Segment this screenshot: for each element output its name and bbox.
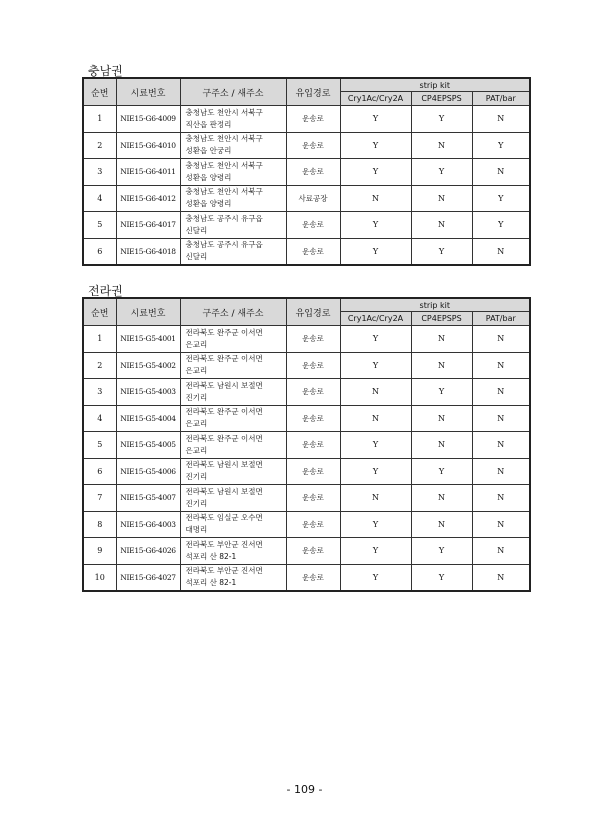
address-line-2: 은교리 xyxy=(185,445,208,455)
address-line-1: 충청남도 천안시 서북구 xyxy=(185,160,263,170)
table-row xyxy=(83,106,530,133)
address-line-2: 은교리 xyxy=(185,339,208,349)
kit-result: N xyxy=(472,238,530,265)
kit-result: Y xyxy=(411,458,472,485)
row-no: 1 xyxy=(83,326,116,353)
kit-result: N xyxy=(340,379,411,406)
address-line-1: 전라북도 남원시 보절면 xyxy=(185,460,263,470)
kit-result: N xyxy=(472,379,530,406)
route-cell: 운송로 xyxy=(286,326,340,353)
sample-id: NIE15-G6-4026 xyxy=(116,538,180,565)
kit-result: N xyxy=(411,352,472,379)
table-row xyxy=(83,405,530,432)
kit-result: N xyxy=(411,212,472,239)
kit-result: N xyxy=(411,485,472,512)
row-no: 9 xyxy=(83,538,116,565)
kit-result: N xyxy=(340,185,411,212)
row-no: 4 xyxy=(83,185,116,212)
sample-id: NIE15-G6-4018 xyxy=(116,238,180,265)
row-no: 5 xyxy=(83,212,116,239)
kit-result: N xyxy=(472,326,530,353)
address-cell xyxy=(180,106,286,133)
kit-result: N xyxy=(472,405,530,432)
address-line-1: 충청남도 천안시 서북구 xyxy=(185,134,263,144)
sample-id: NIE15-G6-4003 xyxy=(116,511,180,538)
route-cell: 운송로 xyxy=(286,132,340,159)
address-line-1: 전라북도 부안군 진서면 xyxy=(185,566,263,576)
kit-result: N xyxy=(411,432,472,459)
table-row xyxy=(83,432,530,459)
address-cell xyxy=(180,485,286,512)
route-cell: 운송로 xyxy=(286,159,340,186)
kit-result: N xyxy=(472,432,530,459)
address-cell xyxy=(180,212,286,239)
sample-id: NIE15-G6-4027 xyxy=(116,564,180,591)
sample-id: NIE15-G5-4001 xyxy=(116,326,180,353)
address-line-1: 전라북도 완주군 이서면 xyxy=(185,433,263,443)
header-row xyxy=(83,298,530,312)
row-no: 10 xyxy=(83,564,116,591)
address-cell xyxy=(180,159,286,186)
table-row xyxy=(83,238,530,265)
kit-result: Y xyxy=(340,538,411,565)
row-no: 6 xyxy=(83,458,116,485)
kit-result: N xyxy=(472,485,530,512)
kit-result: Y xyxy=(340,132,411,159)
kit-result: N xyxy=(411,326,472,353)
sample-id: NIE15-G5-4005 xyxy=(116,432,180,459)
route-cell: 운송로 xyxy=(286,485,340,512)
kit-result: N xyxy=(472,159,530,186)
address-cell xyxy=(180,511,286,538)
kit-result: N xyxy=(340,405,411,432)
route-cell: 운송로 xyxy=(286,106,340,133)
sample-id: NIE15-G5-4003 xyxy=(116,379,180,406)
sample-id: NIE15-G6-4010 xyxy=(116,132,180,159)
table-row xyxy=(83,185,530,212)
route-cell: 사료공장 xyxy=(286,185,340,212)
header-no: 순번 xyxy=(83,78,116,106)
kit-result: Y xyxy=(340,352,411,379)
address-cell xyxy=(180,538,286,565)
address-line-1: 전라북도 남원시 보절면 xyxy=(185,380,263,390)
kit-result: Y xyxy=(340,326,411,353)
route-cell: 운송로 xyxy=(286,352,340,379)
address-line-2: 은교리 xyxy=(185,419,208,429)
sample-id: NIE15-G5-4006 xyxy=(116,458,180,485)
address-cell xyxy=(180,185,286,212)
table-row xyxy=(83,485,530,512)
results-table-jeolla xyxy=(82,297,531,592)
address-cell xyxy=(180,405,286,432)
sample-id: NIE15-G5-4004 xyxy=(116,405,180,432)
table-row xyxy=(83,511,530,538)
row-no: 2 xyxy=(83,352,116,379)
address-line-2: 석포리 산 82-1 xyxy=(185,551,237,561)
address-cell xyxy=(180,458,286,485)
route-cell: 운송로 xyxy=(286,538,340,565)
kit-result: Y xyxy=(340,212,411,239)
section-title-chungnam: 충남권 xyxy=(88,64,123,78)
address-line-1: 충청남도 공주시 유구읍 xyxy=(185,240,263,250)
table-row xyxy=(83,212,530,239)
route-cell: 운송로 xyxy=(286,405,340,432)
header-sample-id: 시료번호 xyxy=(116,298,180,326)
address-line-1: 전라북도 임실군 오수면 xyxy=(185,513,263,523)
address-line-2: 은교리 xyxy=(185,366,208,376)
row-no: 7 xyxy=(83,485,116,512)
table-row xyxy=(83,379,530,406)
kit-result: N xyxy=(411,511,472,538)
header-address: 구주소 / 새주소 xyxy=(180,78,286,106)
sample-id: NIE15-G6-4012 xyxy=(116,185,180,212)
section-title-jeolla: 전라권 xyxy=(88,284,123,298)
kit-result: Y xyxy=(411,538,472,565)
row-no: 1 xyxy=(83,106,116,133)
address-line-2: 신달리 xyxy=(185,225,208,235)
route-cell: 운송로 xyxy=(286,212,340,239)
kit-result: Y xyxy=(472,132,530,159)
kit-result: N xyxy=(411,405,472,432)
table-row xyxy=(83,538,530,565)
kit-result: Y xyxy=(340,159,411,186)
address-line-1: 전라북도 완주군 이서면 xyxy=(185,354,263,364)
table-row xyxy=(83,352,530,379)
table-row xyxy=(83,326,530,353)
page-number: - 109 - xyxy=(286,783,323,796)
sample-id: NIE15-G6-4011 xyxy=(116,159,180,186)
header-address: 구주소 / 새주소 xyxy=(180,298,286,326)
header-no: 순번 xyxy=(83,298,116,326)
address-line-2: 대명리 xyxy=(185,525,208,535)
kit-result: Y xyxy=(340,106,411,133)
kit-result: Y xyxy=(411,238,472,265)
sample-id: NIE15-G5-4007 xyxy=(116,485,180,512)
kit-result: Y xyxy=(472,185,530,212)
kit-result: Y xyxy=(411,564,472,591)
table-row xyxy=(83,458,530,485)
header-strip-kit: strip kit xyxy=(340,78,530,92)
row-no: 8 xyxy=(83,511,116,538)
kit-result: Y xyxy=(340,511,411,538)
kit-result: Y xyxy=(411,159,472,186)
address-line-2: 성환읍 양령리 xyxy=(185,199,232,209)
address-line-1: 충청남도 공주시 유구읍 xyxy=(185,213,263,223)
header-sample-id: 시료번호 xyxy=(116,78,180,106)
row-no: 4 xyxy=(83,405,116,432)
address-cell xyxy=(180,432,286,459)
address-cell xyxy=(180,564,286,591)
sample-id: NIE15-G5-4002 xyxy=(116,352,180,379)
table-row xyxy=(83,564,530,591)
kit-result: N xyxy=(472,564,530,591)
header-row xyxy=(83,78,530,92)
address-cell xyxy=(180,379,286,406)
row-no: 3 xyxy=(83,379,116,406)
kit-result: Y xyxy=(340,432,411,459)
kit-result: Y xyxy=(472,212,530,239)
row-no: 5 xyxy=(83,432,116,459)
kit-result: N xyxy=(411,132,472,159)
route-cell: 운송로 xyxy=(286,458,340,485)
sample-id: NIE15-G6-4009 xyxy=(116,106,180,133)
header-route: 유입경로 xyxy=(286,298,340,326)
address-line-1: 충청남도 천안시 서북구 xyxy=(185,107,263,117)
address-line-2: 진기리 xyxy=(185,472,208,482)
header-kit: Cry1Ac/Cry2A xyxy=(340,92,411,106)
address-line-2: 성환읍 안궁리 xyxy=(185,146,232,156)
address-line-2: 석포리 산 82-1 xyxy=(185,578,237,588)
kit-result: N xyxy=(472,106,530,133)
address-line-1: 전라북도 완주군 이서면 xyxy=(185,327,263,337)
address-line-2: 직산읍 판정리 xyxy=(185,119,232,129)
sample-id: NIE15-G6-4017 xyxy=(116,212,180,239)
kit-result: Y xyxy=(411,379,472,406)
route-cell: 운송로 xyxy=(286,564,340,591)
header-kit: CP4EPSPS xyxy=(411,312,472,326)
kit-result: Y xyxy=(340,238,411,265)
address-cell xyxy=(180,352,286,379)
address-cell xyxy=(180,238,286,265)
address-cell xyxy=(180,132,286,159)
kit-result: Y xyxy=(340,458,411,485)
kit-result: N xyxy=(340,485,411,512)
address-line-1: 충청남도 천안시 서북구 xyxy=(185,187,263,197)
header-kit: Cry1Ac/Cry2A xyxy=(340,312,411,326)
route-cell: 운송로 xyxy=(286,511,340,538)
results-table-chungnam xyxy=(82,77,531,266)
address-line-1: 전라북도 부안군 진서면 xyxy=(185,539,263,549)
header-strip-kit: strip kit xyxy=(340,298,530,312)
address-line-1: 전라북도 남원시 보절면 xyxy=(185,486,263,496)
address-line-2: 진기리 xyxy=(185,392,208,402)
kit-result: N xyxy=(472,511,530,538)
address-cell xyxy=(180,326,286,353)
header-kit: PAT/bar xyxy=(472,92,530,106)
row-no: 3 xyxy=(83,159,116,186)
address-line-2: 성환읍 양령리 xyxy=(185,172,232,182)
header-route: 유입경로 xyxy=(286,78,340,106)
table-row xyxy=(83,159,530,186)
kit-result: N xyxy=(472,352,530,379)
address-line-2: 진기리 xyxy=(185,498,208,508)
header-kit: PAT/bar xyxy=(472,312,530,326)
kit-result: N xyxy=(472,458,530,485)
table-row xyxy=(83,132,530,159)
address-line-2: 신달리 xyxy=(185,252,208,262)
kit-result: Y xyxy=(340,564,411,591)
route-cell: 운송로 xyxy=(286,238,340,265)
route-cell: 운송로 xyxy=(286,432,340,459)
kit-result: Y xyxy=(411,106,472,133)
header-kit: CP4EPSPS xyxy=(411,92,472,106)
route-cell: 운송로 xyxy=(286,379,340,406)
address-line-1: 전라북도 완주군 이서면 xyxy=(185,407,263,417)
row-no: 2 xyxy=(83,132,116,159)
kit-result: N xyxy=(472,538,530,565)
kit-result: N xyxy=(411,185,472,212)
row-no: 6 xyxy=(83,238,116,265)
